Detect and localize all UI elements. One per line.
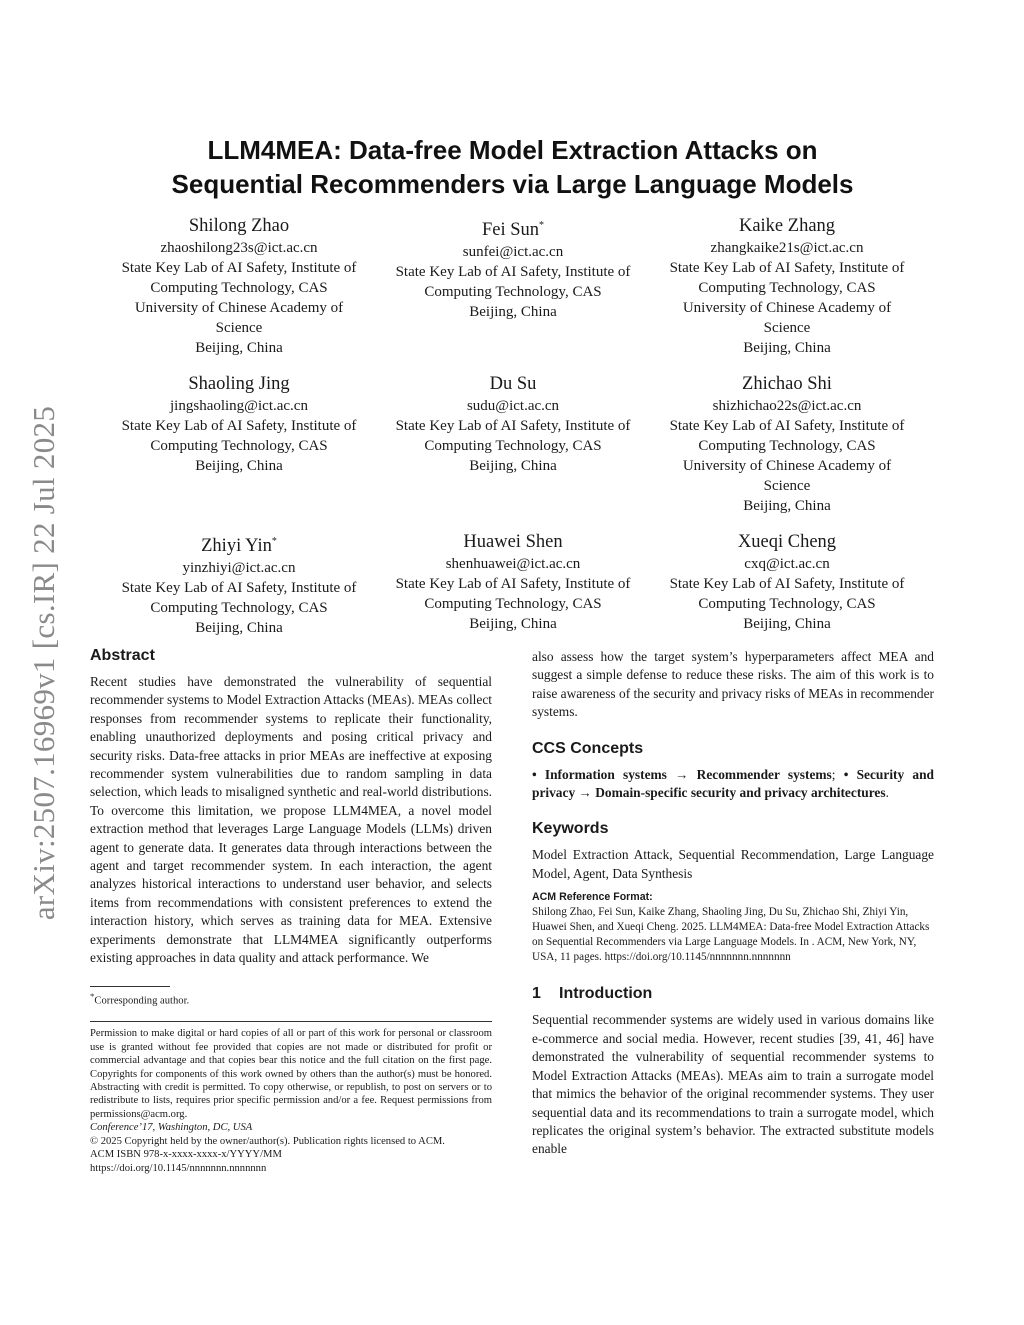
author-affiliation-line: Computing Technology, CAS: [424, 284, 602, 301]
author-affiliation-line: Science: [763, 320, 811, 336]
author-name-text: Shaoling Jing: [188, 374, 290, 394]
title-line-1: LLM4MEA: Data-free Model Extraction Attacks on: [207, 135, 818, 165]
author-affiliation-line: State Key Lab of AI Safety, Institute of: [121, 260, 357, 276]
ccs-separator: ;: [831, 766, 836, 782]
author-name: [377, 372, 649, 396]
isbn-line: ACM ISBN 978-x-xxxx-xxxx-x/YYYY/MM: [90, 1149, 282, 1161]
author-name: [651, 372, 923, 396]
abstract-text: Recent studies have demonstrated the vulnerability of sequential recommender systems to Model Extraction Attacks (MEAs). MEAs collect responses from recommender systems to replicate their functionality, enabling unauthorized deployments and posing critical privacy and security risks. Data-free attacks in prior MEAs are ineffective at exposing recommender system vulnerabilities due to random sampling in data selection, which leads to misaligned synthetic and real-world distributions. To overcome this limitation, we propose LLM4MEA, a novel model extraction method that leverages Large Language Models (LLMs) driven agent to generate data. It generates data through interactions between the agent and target recommender system. In each interaction, the agent analyzes historical interactions to understand user behavior, and selects items from recommendations with consistent preferences to extend the interaction history, which serves as training data for MEA. Extensive experiments demonstrate that LLM4MEA significantly outperforms existing approaches in data quality and attack performance. We: [90, 674, 492, 966]
author-name: [103, 214, 375, 238]
intro-title: Introduction: [559, 985, 653, 1003]
author-affiliation-line: Beijing, China: [743, 616, 831, 632]
corresponding-author-mark: *: [539, 220, 545, 231]
acm-ref-text: Shilong Zhao, Fei Sun, Kaike Zhang, Shaoling Jing, Du Su, Zhichao Shi, Zhiyi Yin, Huawei Shen, and Xueqi Cheng. 2025. LLM4MEA: Data-free Model Extraction Attacks on Sequential Recommenders via Large Language Models. In . ACM, New York, NY, USA, 11 pages. https://doi.org/10.1145/nnnnnnn.nnnnnnn: [532, 905, 930, 964]
author-affiliation-line: Computing Technology, CAS: [698, 438, 876, 454]
corresponding-author-mark: *: [271, 536, 277, 547]
paper-title: [90, 133, 935, 201]
footnote-text: Corresponding author.: [94, 995, 190, 1007]
author-block: [377, 530, 649, 634]
ccs-heading: CCS Concepts: [532, 739, 644, 757]
author-name-text: Zhichao Shi: [742, 374, 832, 394]
permission-notice: Permission to make digital or hard copies of all or part of this work for personal or classroom use is granted without fee provided that copies are not made or distributed for profit or commercial advantage and that copies bear this notice and the full citation on the first page. Copyrights for components of this work owned by others than the author(s) must be honored. Abstracting with credit is permitted. To copy otherwise, or republish, to post on servers or to redistribute to lists, requires prior specific permission and/or a fee. Request permissions from permissions@acm.org.: [90, 1028, 492, 1120]
ccs-end: .: [885, 785, 889, 801]
author-name-text: Kaike Zhang: [738, 216, 836, 236]
author-name-text: Zhiyi Yin: [201, 536, 272, 557]
author-email: jingshaoling@ict.ac.cn: [170, 398, 308, 414]
author-name: [377, 530, 649, 554]
intro-number: 1: [532, 985, 541, 1003]
author-affiliation-line: State Key Lab of AI Safety, Institute of: [395, 264, 631, 281]
author-affiliation-line: Science: [763, 478, 811, 494]
author-affiliation-line: Computing Technology, CAS: [150, 600, 328, 617]
ccs-bullet-2: •: [843, 766, 849, 782]
author-affiliation-line: Computing Technology, CAS: [698, 280, 876, 296]
footnote: [90, 990, 492, 1008]
author-email: sudu@ict.ac.cn: [466, 398, 560, 414]
ccs-bullet-1: •: [532, 766, 537, 782]
abstract-continued: also assess how the target system’s hyperparameters affect MEA and suggest a simple defense to reduce these risks. The aim of this work is to raise awareness of the security and privacy risks of MEAs in recommender systems.: [532, 649, 934, 720]
author-affiliation-line: State Key Lab of AI Safety, Institute of: [395, 418, 631, 434]
author-email: shenhuawei@ict.ac.cn: [445, 556, 581, 572]
author-name: [103, 530, 375, 558]
intro-text: Sequential recommender systems are widely used in various domains like e-commerce and social media. However, recent studies [39, 41, 46] have demonstrated the vulnerability of sequential recommender systems to Model Extraction Attacks (MEAs). MEAs aim to train a surrogate model that mimics the behavior of the original recommender systems. They user sequential data and its recommendations to train a surrogate model, which replicates the original system’s behavior. The extracted substitute models enable: [532, 1012, 934, 1157]
author-email: shizhichao22s@ict.ac.cn: [712, 398, 862, 414]
author-block: [651, 214, 923, 358]
author-block: [377, 372, 649, 476]
author-affiliation-line: University of Chinese Academy of: [134, 300, 344, 316]
ccs-arrow-2: →: [578, 785, 592, 801]
keywords-text: Model Extraction Attack, Sequential Recommendation, Large Language Model, Agent, Data Synthesis: [532, 847, 934, 881]
author-block: [103, 530, 375, 638]
abstract-heading: Abstract: [90, 647, 155, 664]
author-affiliation-line: Beijing, China: [743, 340, 831, 356]
author-affiliation-line: Computing Technology, CAS: [698, 596, 876, 612]
author-block: [103, 214, 375, 358]
ccs-term-domain-specific: Domain-specific security and privacy architectures: [595, 785, 886, 801]
footnote-mark: *: [90, 990, 95, 1001]
author-name: [377, 214, 649, 242]
author-name: [651, 214, 923, 238]
author-affiliation-line: State Key Lab of AI Safety, Institute of: [669, 260, 905, 276]
author-block: [377, 214, 649, 322]
keywords-heading: Keywords: [532, 820, 609, 838]
author-affiliation-line: State Key Lab of AI Safety, Institute of: [669, 576, 905, 592]
ccs-term-info-systems: Information systems: [544, 766, 667, 782]
author-affiliation-line: Beijing, China: [195, 620, 283, 637]
author-name-text: Shilong Zhao: [188, 216, 290, 236]
arxiv-side-stamp: [24, 380, 64, 945]
author-affiliation-line: Computing Technology, CAS: [150, 438, 328, 454]
author-affiliation-line: Beijing, China: [469, 304, 557, 321]
author-block: [103, 372, 375, 476]
author-name-text: Du Su: [489, 374, 537, 394]
author-affiliation-line: Beijing, China: [469, 616, 557, 632]
author-affiliation-line: Beijing, China: [195, 458, 283, 474]
author-affiliation-line: Computing Technology, CAS: [150, 280, 328, 296]
author-affiliation-line: Beijing, China: [195, 340, 283, 356]
author-affiliation-line: Beijing, China: [743, 498, 831, 514]
author-name-text: Xueqi Cheng: [737, 532, 837, 552]
author-email: cxq@ict.ac.cn: [744, 556, 830, 572]
author-name: [103, 372, 375, 396]
conference-line: Conference’17, Washington, DC, USA: [90, 1122, 253, 1134]
ccs-term-recommender: Recommender systems: [696, 766, 832, 782]
doi-line: https://doi.org/10.1145/nnnnnnn.nnnnnnn: [90, 1162, 267, 1174]
ccs-arrow-1: →: [675, 766, 689, 782]
footnote-rule: [90, 986, 170, 987]
author-affiliation-line: University of Chinese Academy of: [682, 300, 892, 316]
author-block: [651, 372, 923, 516]
author-affiliation-line: State Key Lab of AI Safety, Institute of: [121, 580, 357, 597]
author-affiliation-line: Computing Technology, CAS: [424, 596, 602, 612]
acm-ref-heading: ACM Reference Format:: [532, 891, 653, 904]
author-affiliation-line: Science: [215, 320, 263, 336]
author-name-text: Huawei Shen: [463, 532, 563, 552]
author-email: yinzhiyi@ict.ac.cn: [182, 560, 296, 577]
author-block: [651, 530, 923, 634]
author-affiliation-line: University of Chinese Academy of: [682, 458, 892, 474]
author-email: sunfei@ict.ac.cn: [462, 244, 564, 261]
author-name: [651, 530, 923, 554]
arxiv-identifier: arXiv:2507.16969v1 [cs.IR] 22 Jul 2025: [26, 405, 61, 920]
left-column: [90, 645, 492, 1175]
author-email: zhaoshilong23s@ict.ac.cn: [160, 240, 318, 256]
author-affiliation-line: Computing Technology, CAS: [424, 438, 602, 454]
ccs-term-security: Security and privacy: [532, 766, 934, 801]
title-line-2: Sequential Recommenders via Large Language Models: [171, 169, 854, 199]
author-affiliation-line: State Key Lab of AI Safety, Institute of: [395, 576, 631, 592]
copyright-line: © 2025 Copyright held by the owner/author(s). Publication rights licensed to ACM.: [90, 1135, 445, 1147]
ccs-concepts: [532, 766, 934, 803]
author-email: zhangkaike21s@ict.ac.cn: [710, 240, 864, 256]
author-name-text: Fei Sun: [481, 220, 540, 241]
author-affiliation-line: State Key Lab of AI Safety, Institute of: [669, 418, 905, 434]
author-affiliation-line: Beijing, China: [469, 458, 557, 474]
intro-heading: [532, 983, 934, 1005]
right-column: [532, 648, 934, 1159]
author-affiliation-line: State Key Lab of AI Safety, Institute of: [121, 418, 357, 434]
